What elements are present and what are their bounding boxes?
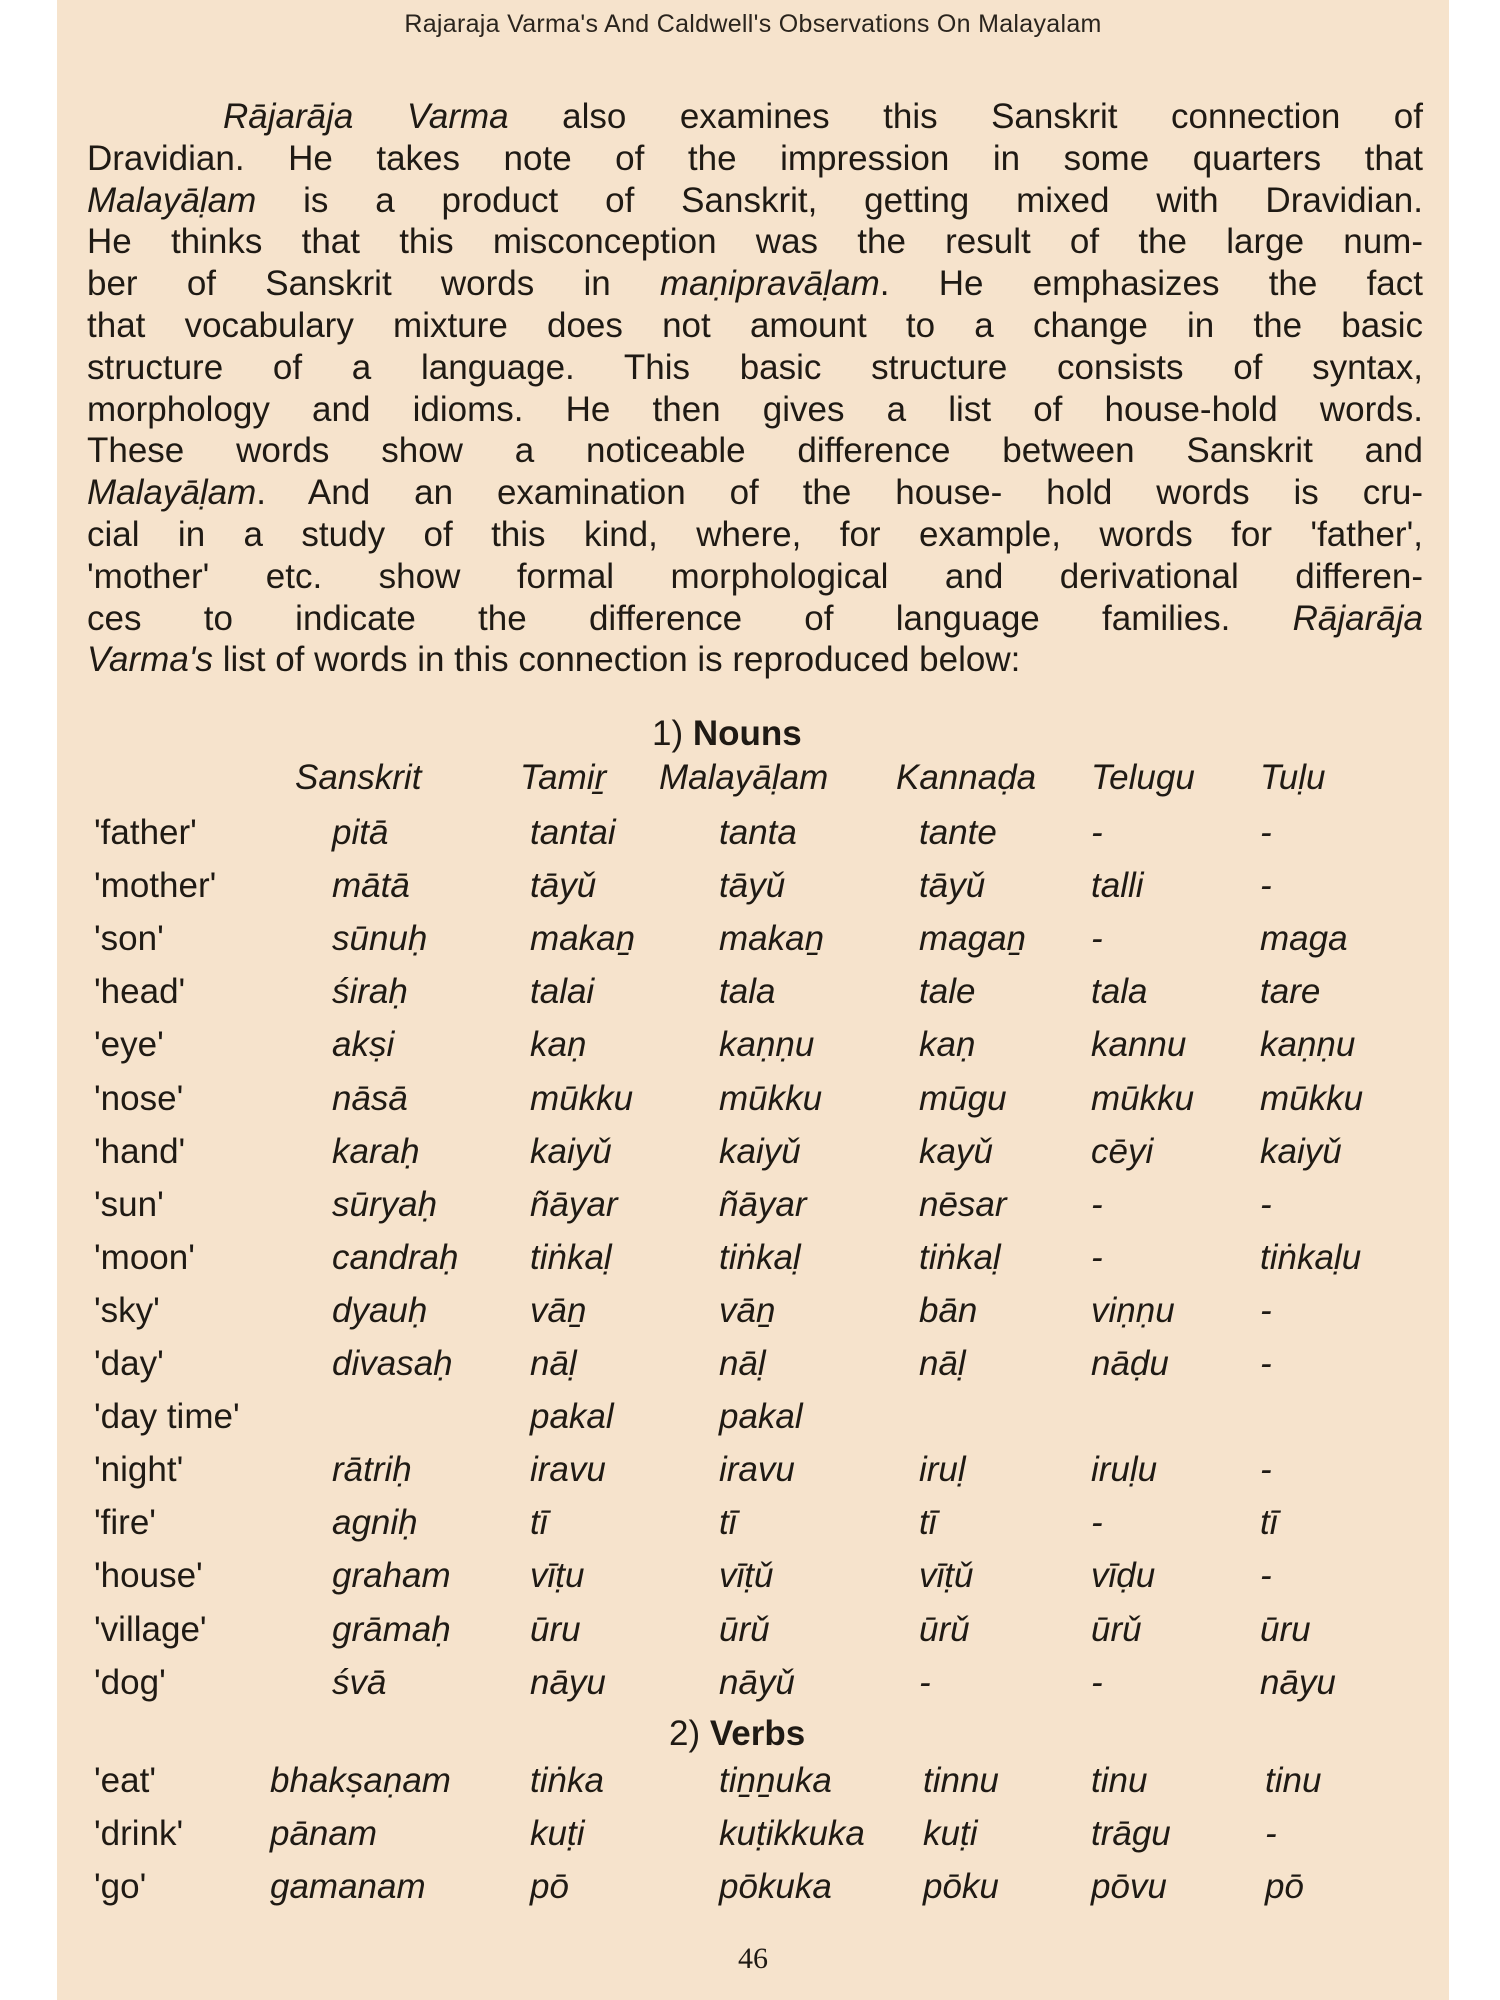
gloss-cell: 'village': [94, 1609, 207, 1649]
intro-line: [87, 639, 1423, 681]
word-cell: ūru: [1260, 1609, 1311, 1649]
table-row: [57, 1185, 1449, 1238]
word-cell: pōku: [923, 1867, 999, 1906]
word-cell: mūkku: [1260, 1078, 1364, 1118]
word-cell: kuṭikkuka: [719, 1814, 865, 1853]
word-cell: iruḷu: [1091, 1450, 1158, 1490]
intro-italic-term: Varma's: [87, 640, 213, 680]
intro-line: [87, 221, 1423, 263]
intro-line: [87, 347, 1423, 389]
language-header: Kannaḍa: [896, 758, 1037, 797]
word-cell: tī: [530, 1503, 548, 1543]
word-cell: nāḷ: [919, 1344, 966, 1383]
word-cell: nāyu: [530, 1662, 606, 1702]
word-cell: bhakṣaṇam: [270, 1761, 451, 1800]
word-cell: grāmaḥ: [332, 1609, 451, 1649]
intro-text: list of words in this connection is reproduced below:: [212, 640, 1021, 680]
table-row: [57, 1610, 1449, 1663]
word-cell: pō: [1265, 1867, 1304, 1906]
word-cell: -: [1260, 1344, 1272, 1383]
language-header: Sanskrit: [295, 758, 422, 797]
word-cell: pōvu: [1091, 1867, 1167, 1906]
gloss-cell: 'night': [94, 1450, 184, 1490]
word-cell: -: [1260, 813, 1272, 852]
word-cell: tiṅkaḷ: [919, 1237, 1001, 1277]
word-cell: kaiyǔ: [1260, 1131, 1342, 1171]
intro-line: [87, 389, 1423, 431]
verbs-heading-word: Verbs: [709, 1714, 806, 1753]
word-cell: kaṇṇu: [1260, 1025, 1356, 1065]
word-cell: nāsā: [332, 1078, 408, 1118]
word-cell: tala: [1091, 972, 1148, 1012]
language-header: Tamiṟ: [520, 758, 607, 797]
word-cell: vāṉ: [719, 1290, 776, 1330]
gloss-cell: 'fire': [94, 1503, 156, 1543]
word-cell: nēsar: [919, 1184, 1007, 1224]
word-cell: -: [1260, 1184, 1272, 1224]
word-cell: tī: [719, 1503, 737, 1543]
word-cell: tiṉṉuka: [719, 1761, 832, 1800]
word-cell: pō: [530, 1867, 569, 1906]
book-page: [57, 0, 1449, 2000]
word-cell: tantai: [530, 813, 616, 852]
word-cell: tare: [1260, 972, 1321, 1012]
intro-text: is a product of Sanskrit, getting mixed with Dravidian.: [256, 180, 1423, 220]
word-cell: iruḷ: [919, 1450, 966, 1490]
gloss-cell: 'drink': [94, 1814, 184, 1853]
word-cell: ūrǔ: [719, 1609, 770, 1649]
word-cell: pōkuka: [719, 1867, 832, 1906]
intro-text: cial in a study of this kind, where, for example, words for 'father',: [87, 514, 1423, 554]
word-cell: kayǔ: [919, 1131, 993, 1171]
word-cell: -: [1260, 866, 1272, 906]
table-row: [57, 972, 1449, 1025]
word-cell: mūkku: [1091, 1078, 1195, 1118]
word-cell: kaṇṇu: [719, 1025, 815, 1065]
word-cell: kannu: [1091, 1025, 1187, 1065]
word-cell: iravu: [530, 1450, 606, 1490]
word-cell: nāḷ: [719, 1344, 766, 1383]
table-row: [57, 1761, 1449, 1814]
word-cell: divasaḥ: [332, 1344, 453, 1383]
word-cell: tanta: [719, 813, 797, 852]
word-cell: trāgu: [1091, 1814, 1171, 1853]
word-cell: tāyǔ: [530, 866, 597, 906]
word-cell: gamanam: [270, 1867, 426, 1906]
language-header: Telugu: [1091, 758, 1195, 797]
table-row: [57, 1503, 1449, 1556]
word-cell: kaiyǔ: [530, 1131, 612, 1171]
word-cell: makaṉ: [719, 919, 825, 959]
intro-line: [87, 138, 1423, 180]
gloss-cell: 'sun': [94, 1184, 164, 1224]
word-cell: kaiyǔ: [719, 1131, 801, 1171]
word-cell: -: [1260, 1556, 1272, 1596]
table-row: [57, 1450, 1449, 1503]
word-cell: śiraḥ: [332, 972, 408, 1012]
table-row: [57, 813, 1449, 866]
nouns-heading-word: Nouns: [692, 714, 802, 753]
gloss-cell: 'day': [94, 1344, 164, 1383]
word-cell: tale: [919, 972, 976, 1012]
gloss-cell: 'nose': [94, 1078, 184, 1118]
word-cell: mūkku: [719, 1078, 823, 1118]
word-cell: sūryaḥ: [332, 1184, 438, 1224]
word-cell: ñāyar: [719, 1184, 807, 1224]
word-cell: candraḥ: [332, 1237, 459, 1277]
word-cell: kaṇ: [530, 1025, 587, 1065]
word-cell: tiṅka: [530, 1761, 604, 1800]
word-cell: talli: [1091, 866, 1144, 906]
gloss-cell: 'moon': [94, 1237, 195, 1277]
word-cell: ūrǔ: [919, 1609, 970, 1649]
table-row: [57, 1132, 1449, 1185]
word-cell: viṇṇu: [1091, 1290, 1175, 1330]
intro-line: [87, 305, 1423, 347]
word-cell: pitā: [332, 813, 389, 852]
intro-line: [87, 180, 1423, 222]
table-row: [57, 866, 1449, 919]
intro-line: [87, 96, 1423, 138]
word-cell: vīḍu: [1091, 1556, 1156, 1596]
intro-line: [87, 598, 1423, 640]
word-cell: mūgu: [919, 1078, 1007, 1118]
word-cell: ūrǔ: [1091, 1609, 1142, 1649]
word-cell: sūnuḥ: [332, 919, 428, 959]
table-row: [57, 1663, 1449, 1716]
word-cell: nāyu: [1260, 1662, 1336, 1702]
word-cell: maga: [1260, 919, 1348, 959]
intro-text: These words show a noticeable difference between Sanskrit and: [87, 431, 1423, 471]
intro-line: [87, 430, 1423, 472]
intro-italic-term: Rājarāja Varma: [223, 97, 509, 136]
word-cell: ūru: [530, 1609, 581, 1649]
nouns-heading: [652, 714, 802, 754]
intro-text: . He emphasizes the fact: [879, 264, 1423, 304]
running-header: Rajaraja Varma's And Caldwell's Observations On Malayalam: [404, 10, 1102, 38]
word-cell: nāḍu: [1091, 1344, 1169, 1383]
word-cell: tiṅkaḷu: [1260, 1237, 1362, 1277]
word-cell: mūkku: [530, 1078, 634, 1118]
intro-text: . And an examination of the house- hold words is cru-: [256, 473, 1423, 513]
word-cell: karaḥ: [332, 1131, 420, 1171]
word-cell: tiṅkaḷ: [719, 1237, 801, 1277]
word-cell: dyauḥ: [332, 1290, 428, 1330]
intro-text: 'mother' etc. show formal morphological and derivational differen-: [87, 556, 1423, 596]
word-cell: akṣi: [332, 1025, 395, 1065]
word-cell: tinu: [1265, 1761, 1322, 1800]
table-row: [57, 1238, 1449, 1291]
intro-line: [87, 263, 1423, 305]
word-cell: bān: [919, 1290, 978, 1330]
word-cell: ñāyar: [530, 1184, 618, 1224]
word-cell: makaṉ: [530, 919, 636, 959]
word-cell: śvā: [332, 1662, 387, 1702]
intro-italic-term: Malayāḷam: [87, 473, 257, 513]
word-cell: kaṇ: [919, 1025, 976, 1065]
intro-line: [87, 472, 1423, 514]
word-cell: pakal: [530, 1397, 614, 1437]
word-cell: rātriḥ: [332, 1450, 412, 1490]
word-cell: vāṉ: [530, 1290, 587, 1330]
gloss-cell: 'father': [94, 813, 197, 852]
intro-paragraph: [87, 96, 1423, 681]
gloss-cell: 'day time': [94, 1397, 240, 1437]
word-cell: mātā: [332, 866, 410, 906]
table-row: [57, 1814, 1449, 1867]
gloss-cell: 'go': [94, 1867, 147, 1906]
language-header: Malayāḷam: [659, 758, 829, 797]
gloss-cell: 'sky': [94, 1290, 160, 1330]
table-row: [57, 1079, 1449, 1132]
word-cell: -: [1265, 1814, 1277, 1853]
word-cell: tala: [719, 972, 776, 1012]
intro-text: also examines this Sanskrit connection of: [508, 97, 1423, 136]
word-cell: -: [1091, 1237, 1103, 1277]
gloss-cell: 'head': [94, 972, 186, 1012]
word-cell: vīṭǔ: [919, 1556, 974, 1596]
gloss-cell: 'eat': [94, 1761, 157, 1800]
intro-text: that vocabulary mixture does not amount to a change in the basic: [87, 305, 1423, 345]
word-cell: magaṉ: [919, 919, 1027, 959]
word-cell: tāyǔ: [919, 866, 986, 906]
word-cell: tinu: [1091, 1761, 1148, 1800]
gloss-cell: 'dog': [94, 1662, 166, 1702]
word-cell: vīṭu: [530, 1556, 585, 1596]
word-cell: graham: [332, 1556, 451, 1596]
word-cell: -: [1091, 1503, 1103, 1543]
verbs-heading-number: 2): [669, 1714, 701, 1753]
word-cell: tāyǔ: [719, 866, 786, 906]
intro-italic-term: Rājarāja: [1292, 598, 1423, 638]
intro-text: Dravidian. He takes note of the impression in some quarters that: [87, 138, 1423, 178]
intro-italic-term: Malayāḷam: [87, 180, 257, 220]
gloss-cell: 'eye': [94, 1025, 164, 1065]
word-cell: -: [1091, 919, 1103, 959]
word-cell: iravu: [719, 1450, 795, 1490]
word-cell: vīṭǔ: [719, 1556, 774, 1596]
word-cell: -: [1260, 1450, 1272, 1490]
word-cell: pakal: [719, 1397, 803, 1437]
gloss-cell: 'son': [94, 919, 164, 959]
word-cell: agniḥ: [332, 1503, 418, 1543]
table-row: [57, 1025, 1449, 1078]
word-cell: kuṭi: [923, 1814, 978, 1853]
table-row: [57, 1291, 1449, 1344]
word-cell: tinnu: [923, 1761, 999, 1800]
gloss-cell: 'mother': [94, 866, 217, 906]
intro-text: morphology and idioms. He then gives a list of house-hold words.: [87, 389, 1423, 429]
table-row: [57, 919, 1449, 972]
intro-text: ces to indicate the difference of language families.: [87, 598, 1293, 638]
table-row: [57, 1344, 1449, 1397]
table-row: [57, 1867, 1449, 1920]
nouns-heading-number: 1): [652, 714, 684, 753]
page-number: 46: [738, 1942, 768, 1975]
word-cell: nāyǔ: [719, 1662, 795, 1702]
word-cell: tante: [919, 813, 997, 852]
word-cell: -: [1091, 1662, 1103, 1702]
word-cell: pānam: [270, 1814, 378, 1853]
word-cell: -: [1260, 1290, 1272, 1330]
word-cell: cēyi: [1091, 1131, 1154, 1171]
word-cell: talai: [530, 972, 595, 1012]
language-header: Tuḷu: [1260, 758, 1326, 797]
word-cell: tī: [1260, 1503, 1278, 1543]
word-cell: nāḷ: [530, 1344, 577, 1383]
gloss-cell: 'hand': [94, 1131, 186, 1171]
intro-line: [87, 556, 1423, 598]
intro-text: He thinks that this misconception was the result of the large num-: [87, 222, 1423, 262]
intro-text: structure of a language. This basic structure consists of syntax,: [87, 347, 1423, 387]
intro-line: [87, 514, 1423, 556]
table-row: [57, 1556, 1449, 1609]
word-cell: tī: [919, 1503, 937, 1543]
word-cell: -: [1091, 1184, 1103, 1224]
word-cell: -: [1091, 813, 1103, 852]
verbs-heading: [669, 1714, 805, 1754]
word-cell: kuṭi: [530, 1814, 585, 1853]
word-cell: -: [919, 1662, 931, 1702]
table-row: [57, 1397, 1449, 1450]
intro-text: ber of Sanskrit words in: [87, 264, 660, 304]
gloss-cell: 'house': [94, 1556, 203, 1596]
intro-italic-term: maṇipravāḷam: [659, 264, 880, 304]
word-cell: tiṅkaḷ: [530, 1237, 612, 1277]
